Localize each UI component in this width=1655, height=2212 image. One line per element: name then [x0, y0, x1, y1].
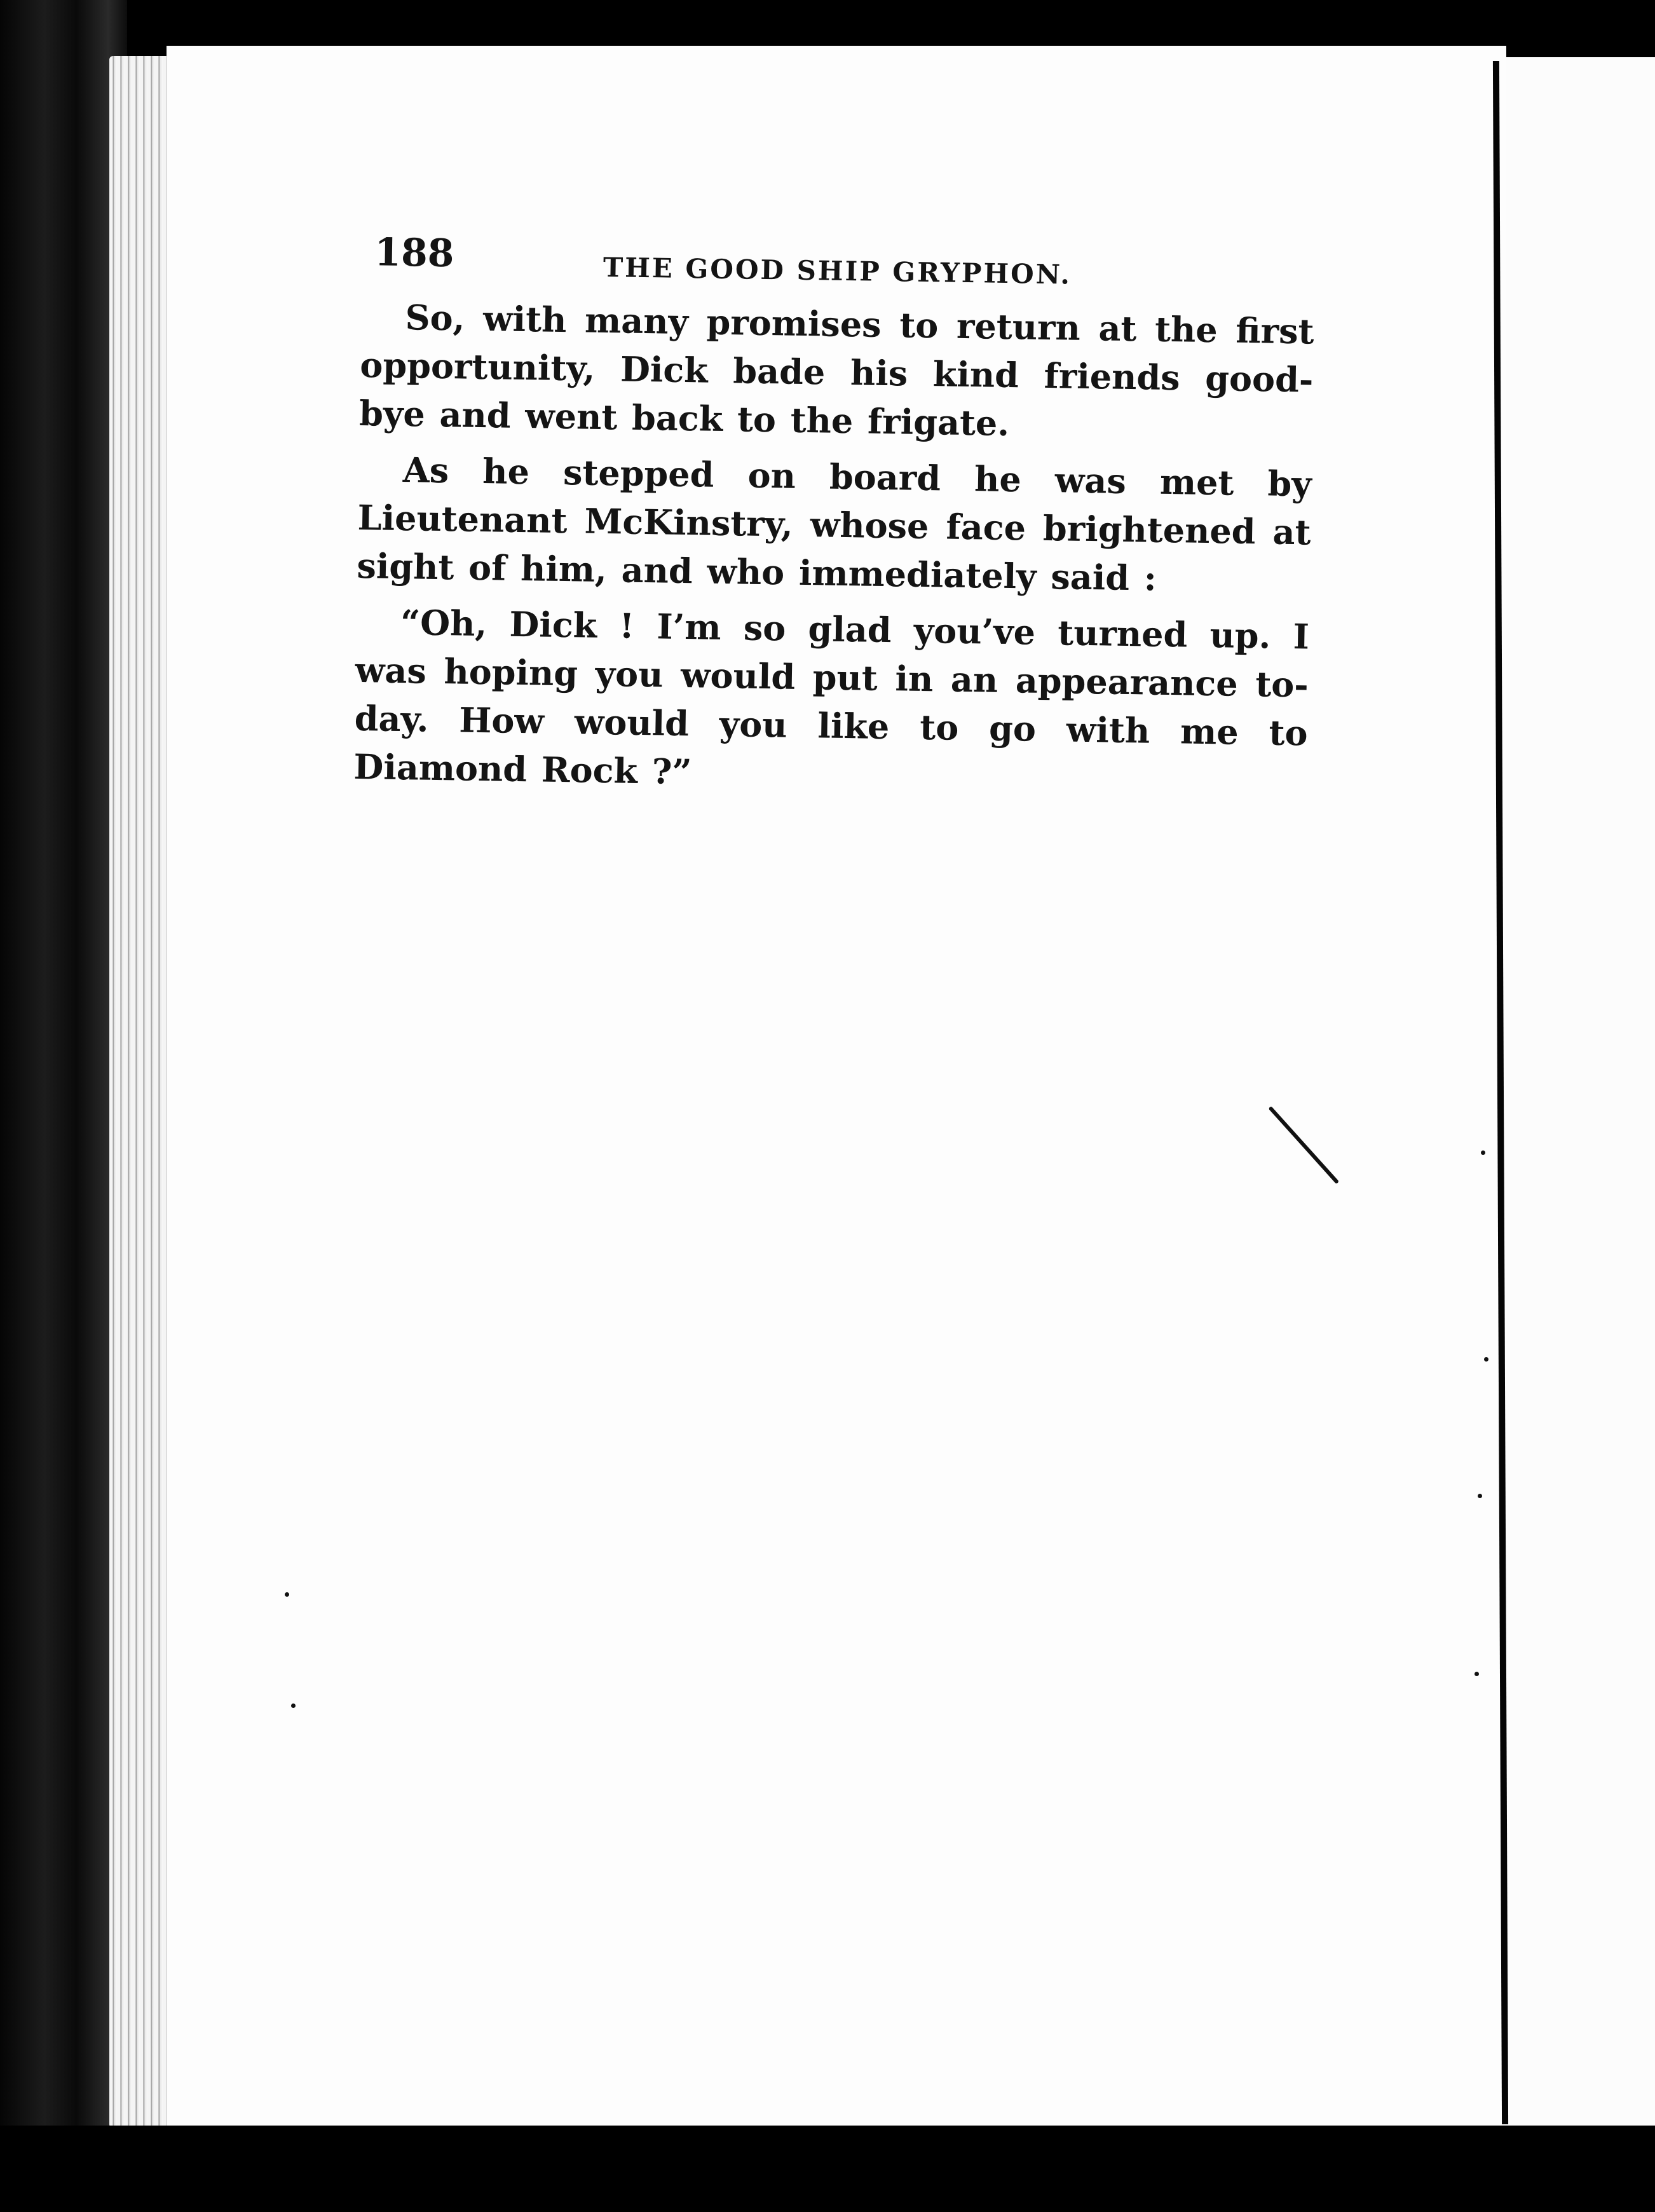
paragraph: So, with many promises to return at the first opportunity, Dick bade his kind friends good-bye and went back to the frigate. — [358, 297, 1314, 444]
facing-page — [1506, 57, 1655, 2126]
scan-speck — [291, 1703, 296, 1708]
page-text-block — [353, 222, 1316, 813]
scan-speck — [1481, 1150, 1485, 1155]
page-number: 188 — [374, 230, 455, 276]
running-title: THE GOOD SHIP GRYPHON. — [603, 251, 1072, 290]
bottom-margin-band — [0, 2126, 1655, 2212]
page-header — [361, 222, 1316, 308]
paragraph: As he stepped on board he was met by Lieutenant McKinstry, whose face brightened at sight of him, and who immediately said : — [357, 449, 1312, 599]
scan-speck — [285, 1592, 289, 1597]
book-spine — [0, 0, 127, 2212]
scan-speck — [1475, 1672, 1479, 1676]
paragraph: “Oh, Dick ! I’m so glad you’ve turned up. I was hoping you would put in an appearance to-day. How would you like to go with me to Diamond Rock ?” — [353, 602, 1310, 793]
page-edges — [109, 56, 173, 2128]
scan-speck — [1484, 1357, 1488, 1362]
scan-speck — [1478, 1494, 1482, 1498]
